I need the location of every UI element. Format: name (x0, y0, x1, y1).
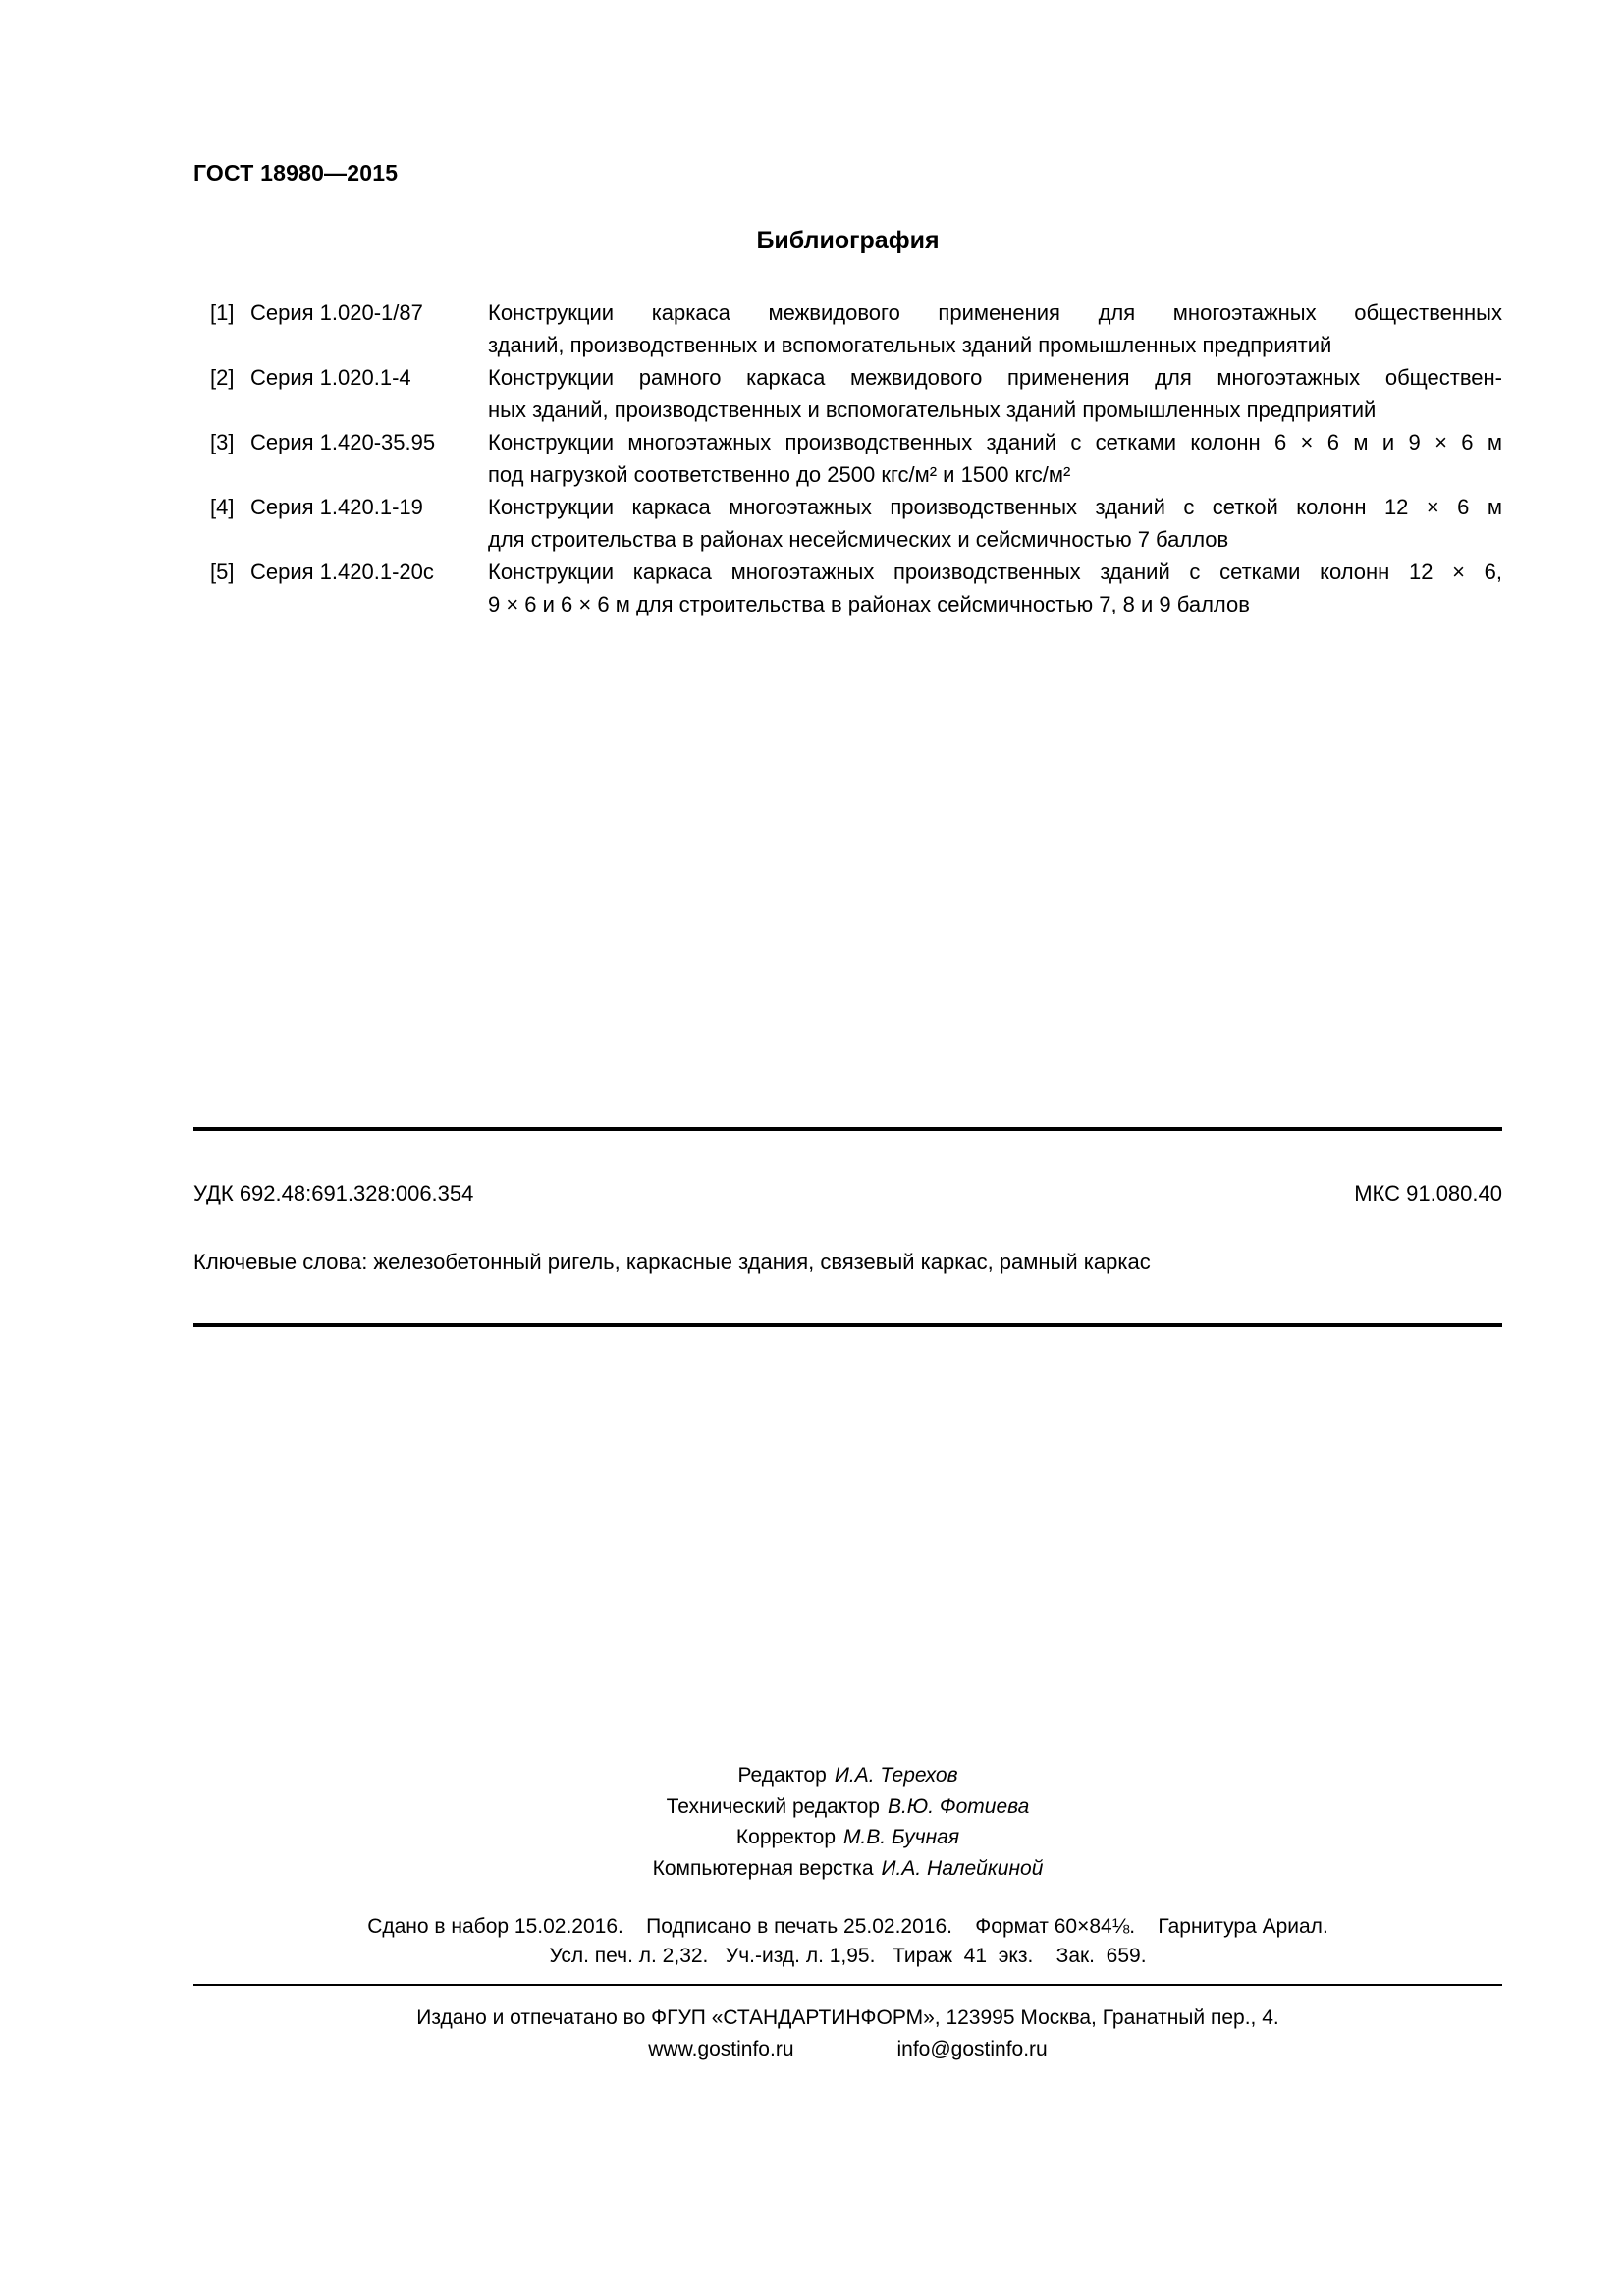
bibliography-entry (193, 296, 1502, 361)
entry-description (488, 361, 1502, 426)
credit-name: В.Ю. Фотиева (887, 1794, 1030, 1818)
divider-rule-middle (193, 1323, 1502, 1327)
entry-series: Серия 1.020.1-4 (250, 365, 411, 390)
bibliography-entry (193, 491, 1502, 556)
credit-role: Редактор (737, 1764, 827, 1787)
credits-block (193, 1760, 1502, 1884)
credit-line (193, 1822, 1502, 1853)
email-text: info@gostinfo.ru (896, 2038, 1048, 2060)
bibliography-entry (193, 556, 1502, 620)
entry-series: Серия 1.420.1-20с (250, 560, 434, 584)
entry-number: [4] (210, 495, 235, 519)
publisher-line: Издано и отпечатано во ФГУП «СТАНДАРТИНФОРМ», 123995 Москва, Гранатный пер., 4. (416, 2006, 1279, 2029)
credit-name: М.В. Бучная (843, 1826, 960, 1848)
entry-description (488, 491, 1502, 556)
imprint-line-1: Сдано в набор 15.02.2016. Подписано в печать 25.02.2016. Формат 60×84⅛. Гарнитура Ариал. (367, 1915, 1328, 1938)
credit-line (193, 1791, 1502, 1823)
credit-role: Компьютерная верстка (652, 1856, 874, 1880)
divider-rule-top (193, 1127, 1502, 1131)
entry-description-line: Конструкции рамного каркаса межвидового применения для многоэтажных обществен- (488, 365, 1502, 390)
credit-role: Корректор (735, 1826, 837, 1848)
entry-number: [5] (210, 560, 235, 584)
credit-line (193, 1760, 1502, 1791)
entry-description-line: Конструкции каркаса многоэтажных производственных зданий с сетками колонн 12 × 6, (488, 560, 1502, 584)
entry-description-line: 9 × 6 и 6 × 6 м для строительства в районах сейсмичностью 7, 8 и 9 баллов (488, 592, 1250, 616)
credit-name: И.А. Налейкиной (881, 1856, 1044, 1880)
entry-description (488, 556, 1502, 620)
entry-series: Серия 1.020-1/87 (250, 300, 423, 325)
contacts-line (193, 2038, 1502, 2061)
bibliography-entry (193, 361, 1502, 426)
imprint-line-2: Усл. печ. л. 2,32. Уч.-изд. л. 1,95. Тираж 41 экз. Зак. 659. (549, 1945, 1147, 1967)
bibliography-list (193, 296, 1502, 620)
entry-description-line: зданий, производственных и вспомогательных зданий промышленных предприятий (488, 333, 1332, 357)
entry-description (488, 426, 1502, 491)
entry-description-line: ных зданий, производственных и вспомогательных зданий промышленных предприятий (488, 398, 1377, 422)
entry-series: Серия 1.420.1-19 (250, 495, 423, 519)
bibliography-entry (193, 426, 1502, 491)
entry-description-line: для строительства в районах несейсмических и сейсмичностью 7 баллов (488, 527, 1229, 552)
credit-line (193, 1853, 1502, 1885)
entry-number: [2] (210, 365, 235, 390)
divider-rule-bottom (193, 1984, 1502, 1986)
entry-series: Серия 1.420-35.95 (250, 430, 436, 454)
page-title: Библиография (756, 227, 940, 254)
entry-description-line: под нагрузкой соответственно до 2500 кгс/м² и 1500 кгс/м² (488, 462, 1071, 487)
entry-description-line: Конструкции каркаса межвидового применения для многоэтажных общественных (488, 300, 1502, 325)
document-code: ГОСТ 18980—2015 (193, 160, 399, 186)
keywords-line: Ключевые слова: железобетонный ригель, каркасные здания, связевый каркас, рамный каркас (193, 1250, 1151, 1274)
entry-number: [1] (210, 300, 235, 325)
classification-row (193, 1181, 1502, 1206)
entry-description (488, 296, 1502, 361)
mks-code: МКС 91.080.40 (1354, 1181, 1502, 1205)
content-area (193, 0, 1502, 2296)
credit-name: И.А. Терехов (834, 1764, 958, 1787)
entry-number: [3] (210, 430, 235, 454)
udk-code: УДК 692.48:691.328:006.354 (193, 1181, 474, 1205)
entry-description-line: Конструкции каркаса многоэтажных производственных зданий с сеткой колонн 12 × 6 м (488, 495, 1502, 519)
entry-description-line: Конструкции многоэтажных производственных зданий с сетками колонн 6 × 6 м и 9 × 6 м (488, 430, 1502, 454)
credit-role: Технический редактор (666, 1794, 880, 1818)
website-text: www.gostinfo.ru (648, 2038, 794, 2060)
